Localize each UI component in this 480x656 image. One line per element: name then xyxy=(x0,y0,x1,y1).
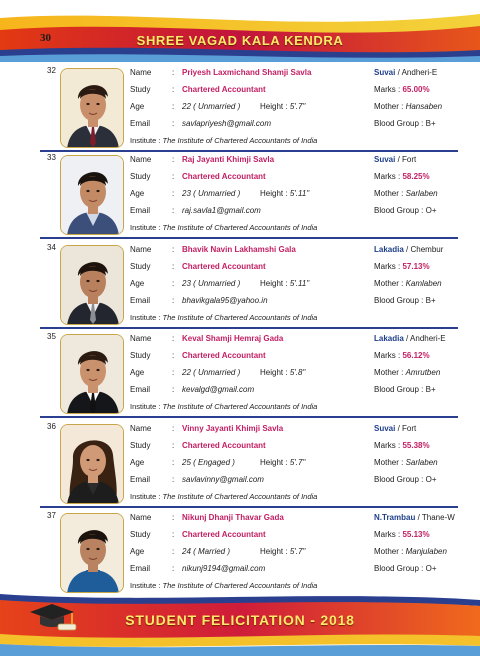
institute-value: The Institute of Chartered Accountants of India xyxy=(162,581,318,590)
residence: / Andheri-E xyxy=(397,68,438,77)
colon: : xyxy=(172,513,175,522)
residence: / Thane-W xyxy=(417,513,455,522)
colon: : xyxy=(172,530,175,539)
blood-group-label: Blood Group : xyxy=(374,206,424,215)
email-value: kevalgd@gmail.com xyxy=(182,385,255,394)
marks-field xyxy=(374,261,430,273)
institute-label: Institute : xyxy=(130,492,161,501)
mother-label: Mother : xyxy=(374,547,404,556)
email-value: savlavinny@gmail.com xyxy=(182,475,264,484)
height-label: Height : xyxy=(260,102,288,111)
native-residence xyxy=(374,154,416,166)
email-value: raj.savla1@gmail.com xyxy=(182,206,261,215)
email-label: Email xyxy=(130,119,151,128)
residence: / Fort xyxy=(397,424,417,433)
entry-separator xyxy=(40,327,458,329)
institute-row xyxy=(130,491,317,503)
age-value: 23 ( Unmarried ) xyxy=(182,189,241,198)
email-value: savlapriyesh@gmail.com xyxy=(182,119,272,128)
colon: : xyxy=(172,547,175,556)
marks-field xyxy=(374,350,430,362)
mother-label: Mother : xyxy=(374,279,404,288)
colon: : xyxy=(172,189,175,198)
student-entry xyxy=(40,153,458,239)
native-place: Suvai xyxy=(374,424,396,433)
colon: : xyxy=(172,85,175,94)
colon: : xyxy=(172,475,175,484)
entry-number: 32 xyxy=(47,66,56,75)
height-value: 5'.11" xyxy=(289,279,310,288)
age-label: Age xyxy=(130,368,145,377)
study-label: Study xyxy=(130,530,151,539)
marks-field xyxy=(374,84,430,96)
institute-row xyxy=(130,312,317,324)
mother-value: Sarlaben xyxy=(405,189,438,198)
name-label: Name xyxy=(130,513,152,522)
colon: : xyxy=(172,296,175,305)
colon: : xyxy=(172,424,175,433)
institute-row xyxy=(130,135,317,147)
entry-separator xyxy=(40,150,458,152)
native-residence xyxy=(374,244,443,256)
native-place: N.Trambau xyxy=(374,513,416,522)
student-name: Vinny Jayanti Khimji Savla xyxy=(182,424,284,433)
mother-label: Mother : xyxy=(374,189,404,198)
entry-number: 35 xyxy=(47,332,56,341)
email-label: Email xyxy=(130,564,151,573)
institute-label: Institute : xyxy=(130,313,161,322)
colon: : xyxy=(172,334,175,343)
age-label: Age xyxy=(130,547,145,556)
native-residence xyxy=(374,333,446,345)
study-value: Chartered Accountant xyxy=(182,85,266,94)
age-value: 22 ( Unmarried ) xyxy=(182,368,241,377)
colon: : xyxy=(172,564,175,573)
colon: : xyxy=(172,368,175,377)
height-label: Height : xyxy=(260,458,288,467)
age-value: 24 ( Married ) xyxy=(182,547,231,556)
study-label: Study xyxy=(130,172,151,181)
page-footer xyxy=(0,590,480,656)
entry-separator xyxy=(40,506,458,508)
age-label: Age xyxy=(130,189,145,198)
institute-value: The Institute of Chartered Accountants of India xyxy=(162,223,318,232)
marks-value: 56.12% xyxy=(402,351,430,360)
name-label: Name xyxy=(130,424,152,433)
institute-label: Institute : xyxy=(130,223,161,232)
student-name: Priyesh Laxmichand Shamji Savla xyxy=(182,68,312,77)
entry-number: 36 xyxy=(47,422,56,431)
entry-number: 33 xyxy=(47,153,56,162)
page-number: 30 xyxy=(40,32,51,44)
institute-label: Institute : xyxy=(130,581,161,590)
colon: : xyxy=(172,155,175,164)
mother-field xyxy=(374,188,438,200)
age-value: 25 ( Engaged ) xyxy=(182,458,235,467)
student-name: Raj Jayanti Khimji Savla xyxy=(182,155,275,164)
blood-group-value: B+ xyxy=(425,296,436,305)
colon: : xyxy=(172,102,175,111)
footer-title: STUDENT FELICITATION - 2018 xyxy=(125,612,355,628)
marks-value: 55.13% xyxy=(402,530,430,539)
mother-value: Amrutben xyxy=(405,368,441,377)
student-name: Bhavik Navin Lakhamshi Gala xyxy=(182,245,296,254)
mother-label: Mother : xyxy=(374,102,404,111)
colon: : xyxy=(172,385,175,394)
mother-field xyxy=(374,101,442,113)
email-label: Email xyxy=(130,475,151,484)
height-label: Height : xyxy=(260,279,288,288)
student-entry xyxy=(40,66,458,152)
height-value: 5'.8" xyxy=(289,368,306,377)
height-value: 5'.11" xyxy=(289,189,310,198)
blood-group-field xyxy=(374,118,436,130)
study-label: Study xyxy=(130,351,151,360)
colon: : xyxy=(172,68,175,77)
entry-number: 37 xyxy=(47,511,56,520)
institute-value: The Institute of Chartered Accountants of India xyxy=(162,313,318,322)
student-photo xyxy=(60,155,124,235)
height-value: 5'.7" xyxy=(289,102,306,111)
height-field xyxy=(260,101,305,113)
blood-group-value: B+ xyxy=(425,119,436,128)
marks-field xyxy=(374,171,430,183)
blood-group-field xyxy=(374,295,436,307)
height-value: 5'.7" xyxy=(289,458,306,467)
colon: : xyxy=(172,458,175,467)
email-label: Email xyxy=(130,296,151,305)
native-residence xyxy=(374,512,455,524)
name-label: Name xyxy=(130,245,152,254)
age-value: 22 ( Unmarried ) xyxy=(182,102,241,111)
institute-row xyxy=(130,401,317,413)
institute-row xyxy=(130,222,317,234)
height-field xyxy=(260,367,305,379)
study-value: Chartered Accountant xyxy=(182,172,266,181)
age-label: Age xyxy=(130,279,145,288)
blood-group-field xyxy=(374,563,437,575)
study-label: Study xyxy=(130,85,151,94)
height-field xyxy=(260,188,309,200)
mother-value: Sarlaben xyxy=(405,458,438,467)
marks-label: Marks : xyxy=(374,172,401,181)
student-entry xyxy=(40,511,458,597)
study-value: Chartered Accountant xyxy=(182,351,266,360)
height-label: Height : xyxy=(260,547,288,556)
height-value: 5'.7" xyxy=(289,547,306,556)
email-value: bhavikgala95@yahoo.in xyxy=(182,296,268,305)
mother-field xyxy=(374,278,442,290)
mother-value: Kamlaben xyxy=(405,279,442,288)
height-label: Height : xyxy=(260,368,288,377)
colon: : xyxy=(172,351,175,360)
mother-value: Manjulaben xyxy=(405,547,447,556)
blood-group-label: Blood Group : xyxy=(374,119,424,128)
student-photo xyxy=(60,424,124,504)
colon: : xyxy=(172,245,175,254)
institute-value: The Institute of Chartered Accountants of India xyxy=(162,136,318,145)
marks-label: Marks : xyxy=(374,85,401,94)
entry-separator xyxy=(40,416,458,418)
blood-group-field xyxy=(374,205,437,217)
mother-value: Hansaben xyxy=(405,102,443,111)
blood-group-value: B+ xyxy=(425,385,436,394)
marks-label: Marks : xyxy=(374,530,401,539)
colon: : xyxy=(172,262,175,271)
native-place: Lakadia xyxy=(374,334,404,343)
email-value: nikunj9194@gmail.com xyxy=(182,564,266,573)
blood-group-value: O+ xyxy=(425,475,437,484)
marks-label: Marks : xyxy=(374,351,401,360)
mother-field xyxy=(374,367,440,379)
colon: : xyxy=(172,119,175,128)
student-photo xyxy=(60,334,124,414)
mother-label: Mother : xyxy=(374,458,404,467)
native-place: Suvai xyxy=(374,155,396,164)
native-residence xyxy=(374,423,416,435)
height-field xyxy=(260,278,309,290)
blood-group-label: Blood Group : xyxy=(374,564,424,573)
blood-group-label: Blood Group : xyxy=(374,475,424,484)
blood-group-value: O+ xyxy=(425,206,437,215)
email-label: Email xyxy=(130,206,151,215)
institute-value: The Institute of Chartered Accountants of India xyxy=(162,402,318,411)
residence: / Fort xyxy=(397,155,417,164)
student-photo xyxy=(60,513,124,593)
entry-number: 34 xyxy=(47,243,56,252)
student-entry xyxy=(40,332,458,418)
colon: : xyxy=(172,172,175,181)
native-place: Suvai xyxy=(374,68,396,77)
study-value: Chartered Accountant xyxy=(182,441,266,450)
marks-value: 57.13% xyxy=(402,262,430,271)
residence: / Chembur xyxy=(406,245,444,254)
mother-label: Mother : xyxy=(374,368,404,377)
native-place: Lakadia xyxy=(374,245,404,254)
study-value: Chartered Accountant xyxy=(182,530,266,539)
blood-group-field xyxy=(374,384,436,396)
study-label: Study xyxy=(130,262,151,271)
mother-field xyxy=(374,457,438,469)
age-value: 23 ( Unmarried ) xyxy=(182,279,241,288)
institute-label: Institute : xyxy=(130,136,161,145)
colon: : xyxy=(172,279,175,288)
marks-value: 55.38% xyxy=(402,441,430,450)
study-value: Chartered Accountant xyxy=(182,262,266,271)
colon: : xyxy=(172,206,175,215)
age-label: Age xyxy=(130,102,145,111)
student-entry xyxy=(40,422,458,508)
student-name: Nikunj Dhanji Thavar Gada xyxy=(182,513,284,522)
page-header xyxy=(0,0,480,62)
residence: / Andheri-E xyxy=(406,334,446,343)
mother-field xyxy=(374,546,447,558)
entry-separator xyxy=(40,237,458,239)
height-field xyxy=(260,457,305,469)
name-label: Name xyxy=(130,68,152,77)
institute-value: The Institute of Chartered Accountants of India xyxy=(162,492,318,501)
student-photo xyxy=(60,68,124,148)
marks-value: 65.00% xyxy=(402,85,430,94)
magazine-title: SHREE VAGAD KALA KENDRA xyxy=(136,33,344,48)
age-label: Age xyxy=(130,458,145,467)
student-entry xyxy=(40,243,458,329)
marks-value: 58.25% xyxy=(402,172,430,181)
name-label: Name xyxy=(130,155,152,164)
name-label: Name xyxy=(130,334,152,343)
height-field xyxy=(260,546,305,558)
blood-group-label: Blood Group : xyxy=(374,385,424,394)
marks-field xyxy=(374,440,430,452)
marks-field xyxy=(374,529,430,541)
email-label: Email xyxy=(130,385,151,394)
height-label: Height : xyxy=(260,189,288,198)
marks-label: Marks : xyxy=(374,262,401,271)
blood-group-field xyxy=(374,474,437,486)
blood-group-value: O+ xyxy=(425,564,437,573)
blood-group-label: Blood Group : xyxy=(374,296,424,305)
student-name: Keval Shamji Hemraj Gada xyxy=(182,334,284,343)
header-banner-graphic xyxy=(0,0,480,62)
colon: : xyxy=(172,441,175,450)
study-label: Study xyxy=(130,441,151,450)
native-residence xyxy=(374,67,437,79)
marks-label: Marks : xyxy=(374,441,401,450)
institute-label: Institute : xyxy=(130,402,161,411)
student-photo xyxy=(60,245,124,325)
